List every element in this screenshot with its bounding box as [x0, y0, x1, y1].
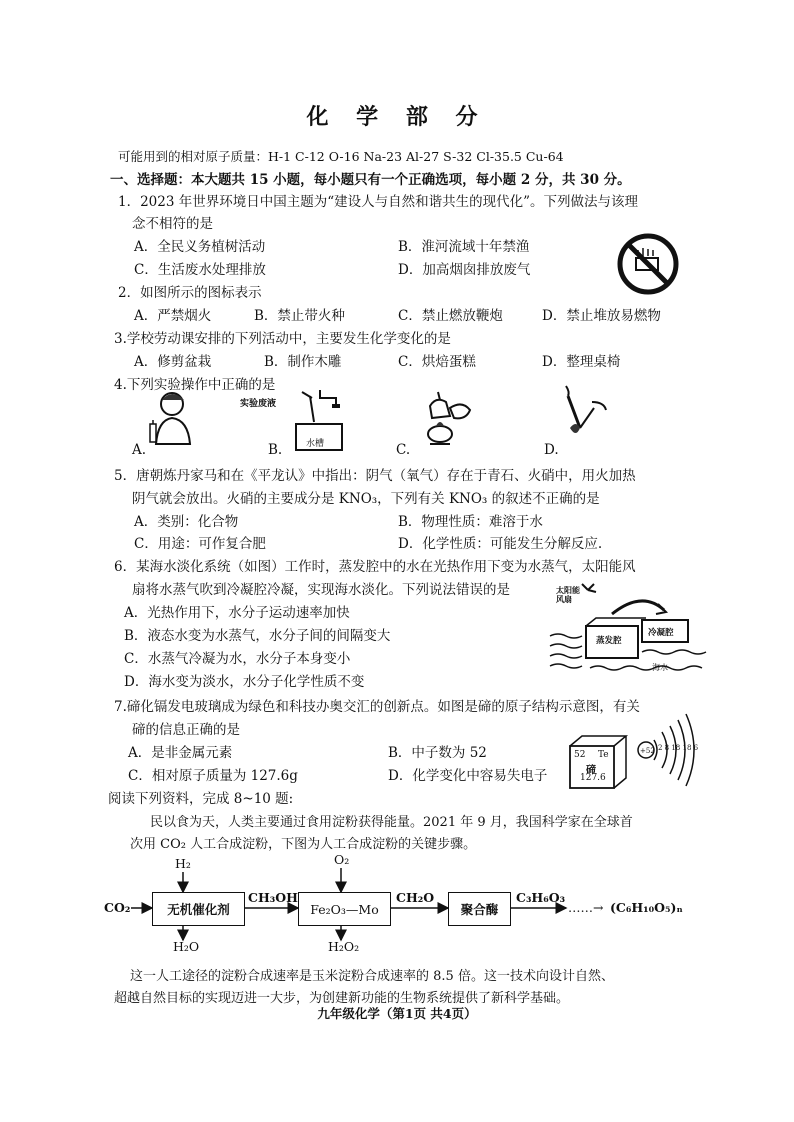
flow-box-polymerase: 聚合酶	[448, 892, 511, 926]
q6-stem-line2: 扇将水蒸气吹到冷凝腔冷凝，实现海水淡化。下列说法错误的是	[132, 582, 510, 598]
flow-box-catalyst: 无机催化剂	[152, 892, 245, 926]
q6-fig-fan-label: 太阳能风扇	[556, 585, 580, 604]
q5-option-d: D．化学性质：可能发生分解反应.	[398, 536, 603, 552]
q4-option-b: B.	[268, 442, 283, 458]
q2-option-b: B．禁止带火种	[254, 308, 345, 324]
element-symbol: Te	[598, 750, 609, 760]
q6-fig-sea-label: 海水	[652, 663, 668, 672]
q5-stem-line2: 阴气就会放出。火硝的主要成分是 KNO₃，下列有关 KNO₃ 的叙述不正确的是	[132, 491, 600, 507]
q6-option-c: C．水蒸气冷凝为水，水分子本身变小	[124, 651, 351, 667]
flow-co2: CO₂	[104, 900, 131, 915]
q1-option-a: A．全民义务植树活动	[134, 239, 266, 255]
q3-stem: 3.学校劳动课安排的下列活动中，主要发生化学变化的是	[114, 331, 451, 347]
q2-stem: 2．如图所示的图标表示	[118, 285, 262, 301]
q3-option-a: A．修剪盆栽	[134, 354, 212, 370]
q4-b-label: 实验废液	[240, 399, 277, 409]
q4-option-d: D.	[544, 442, 559, 458]
q6-fig-cond-label: 冷凝腔	[648, 628, 674, 638]
q1-stem-line2: 念不相符的是	[132, 216, 213, 232]
section-heading: 一、选择题：本大题共 15 小题，每小题只有一个正确选项，每小题 2 分，共 30 分。	[110, 172, 631, 188]
flow-o2: O₂	[334, 852, 350, 867]
q3-option-d: D．整理桌椅	[542, 354, 621, 370]
flow-box-fe2o3-mo: Fe₂O₃—Mo	[298, 892, 391, 926]
q4-b-box: 水槽	[306, 439, 325, 449]
q6-fig-evap-label: 蒸发腔	[596, 636, 622, 646]
q7-stem-line1: 7.碲化镉发电玻璃成为绿色和科技办奥交汇的创新点。如图是碲的原子结构示意图，有关	[114, 699, 640, 715]
q1-option-b: B．淮河流域十年禁渔	[398, 239, 530, 255]
atomic-masses: 可能用到的相对原子质量：H-1 C-12 O-16 Na-23 Al-27 S-32 Cl-35.5 Cu-64	[118, 149, 564, 164]
q6-option-b: B．液态水变为水蒸气，水分子间的间隔变大	[124, 628, 391, 644]
q6-stem-line1: 6．某海水淡化系统（如图）工作时，蒸发腔中的水在光热作用下变为水蒸气，太阳能风	[114, 559, 636, 575]
q2-option-d: D．禁止堆放易燃物	[542, 308, 661, 324]
flow-product: (C₆H₁₀O₅)ₙ	[610, 900, 683, 915]
q1-stem-line1: 1．2023 年世界环境日中国主题为“建设人与自然和谐共生的现代化”。下列做法与该理	[118, 194, 639, 210]
q1-option-d: D．加高烟囱排放废气	[398, 262, 531, 278]
q7-option-d: D．化学变化中容易失电子	[388, 768, 548, 784]
flow-c3h6o3: C₃H₆O₃	[516, 890, 566, 905]
page-footer: 九年级化学（第1页 共4页）	[317, 1006, 477, 1021]
flow-dots: ……→	[568, 900, 604, 915]
passage2-line2: 超越自然目标的实现迈进一大步，为创建新功能的生物系统提供了新科学基础。	[114, 991, 570, 1006]
flow-ch2o: CH₂O	[396, 890, 435, 905]
q3-option-b: B．制作木雕	[264, 354, 342, 370]
q7-stem-line2: 碲的信息正确的是	[132, 722, 240, 738]
q2-option-a: A．严禁烟火	[134, 308, 212, 324]
q4-option-c: C.	[396, 442, 411, 458]
q5-option-c: C．用途：可作复合肥	[134, 536, 266, 552]
q4-stem: 4.下列实验操作中正确的是	[114, 377, 276, 393]
atom-nucleus: +52	[640, 747, 655, 755]
q4-option-a: A.	[132, 442, 147, 458]
flow-h2o2: H₂O₂	[328, 939, 360, 954]
q7-option-c: C．相对原子质量为 127.6g	[128, 768, 298, 784]
q7-option-b: B．中子数为 52	[388, 745, 487, 761]
q5-option-a: A．类别：化合物	[134, 514, 239, 530]
q6-option-d: D．海水变为淡水，水分子化学性质不变	[124, 674, 365, 690]
page-title: 化 学 部 分	[306, 104, 488, 130]
flow-h2: H₂	[175, 856, 191, 871]
passage2-line1: 这一人工途径的淀粉合成速率是玉米淀粉合成速率的 8.5 倍。这一技术向设计自然、	[130, 969, 614, 984]
q1-option-c: C．生活废水处理排放	[134, 262, 266, 278]
passage-line1: 民以食为天，人类主要通过食用淀粉获得能量。2021 年 9 月，我国科学家在全球首	[150, 815, 633, 830]
q3-option-c: C．烘焙蛋糕	[398, 354, 476, 370]
reading-intro: 阅读下列资料，完成 8~10 题:	[108, 791, 294, 807]
element-mass: 127.6	[580, 773, 606, 783]
element-number: 52	[574, 750, 586, 760]
passage-line2: 次用 CO₂ 人工合成淀粉，下图为人工合成淀粉的关键步骤。	[130, 837, 477, 852]
q5-stem-line1: 5．唐朝炼丹家马和在《平龙认》中指出：阴气（氧气）存在于青石、火硝中，用火加热	[114, 468, 636, 484]
flow-h2o: H₂O	[173, 939, 200, 954]
q6-option-a: A．光热作用下，水分子运动速率加快	[124, 605, 350, 621]
q7-option-a: A．是非金属元素	[128, 745, 233, 761]
q2-option-c: C．禁止燃放鞭炮	[398, 308, 503, 324]
atom-shells: 2 8 18 18 6	[658, 744, 699, 752]
q5-option-b: B．物理性质：难溶于水	[398, 514, 543, 530]
flow-ch3oh: CH₃OH	[248, 890, 298, 905]
element-name: 碲	[586, 765, 596, 776]
